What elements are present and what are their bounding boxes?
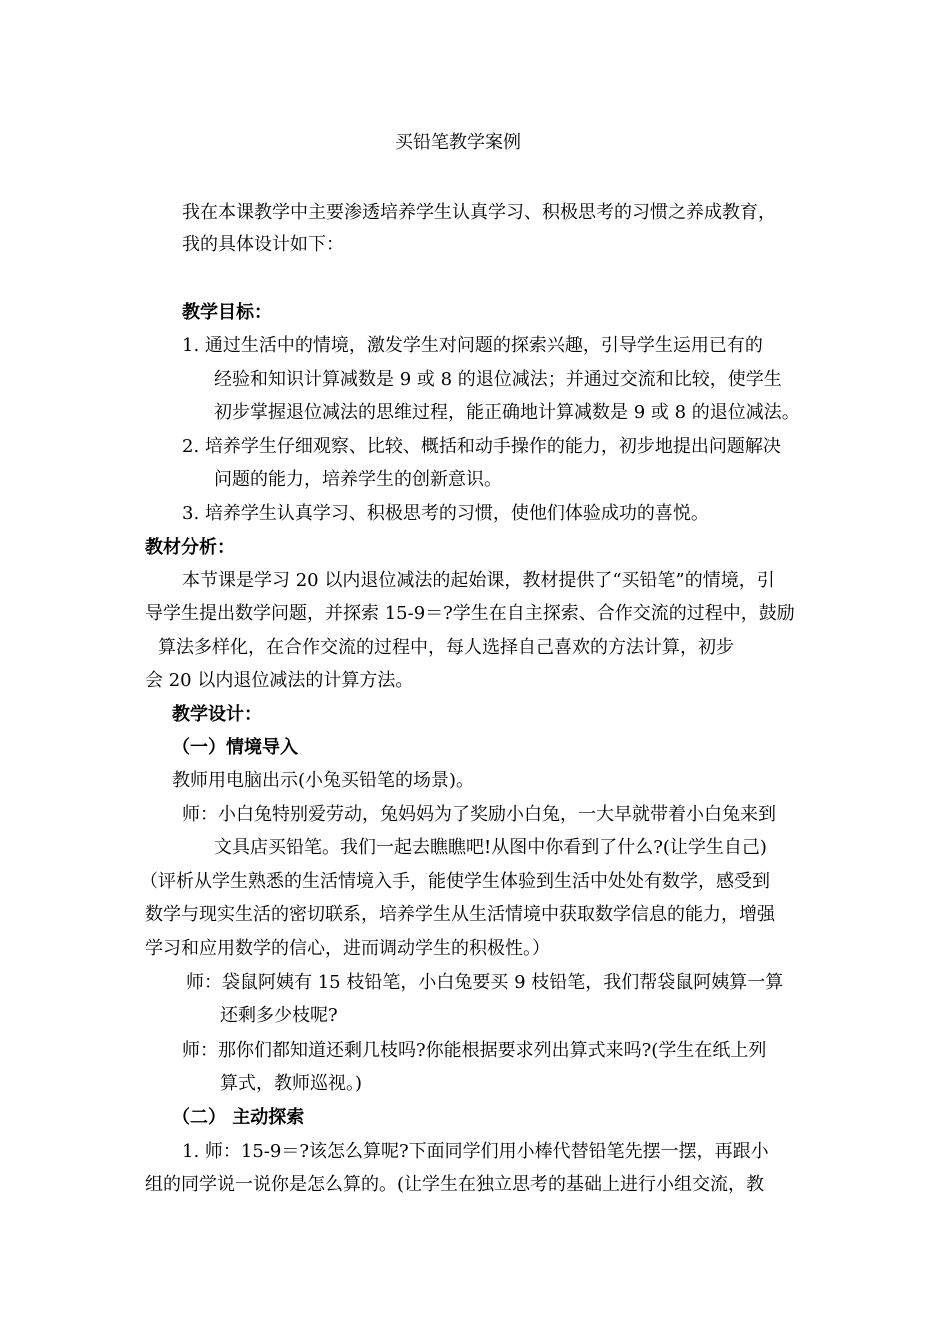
- section-line: 师：那你们都知道还剩几枝吗?你能根据要求列出算式来吗?(学生在纸上列: [182, 1040, 767, 1061]
- section-line: 还剩多少枝呢?: [220, 1005, 338, 1026]
- design-heading: 教学设计：: [172, 704, 262, 725]
- analysis-line: 导学生提出数学问题，并探索 15-9＝?学生在自主探索、合作交流的过程中，鼓励: [145, 603, 795, 624]
- objective-line: 问题的能力，培养学生的创新意识。: [214, 469, 502, 490]
- analysis-heading: 教材分析：: [145, 537, 235, 558]
- objective-line: 1. 通过生活中的情境，激发学生对问题的探索兴趣，引导学生运用已有的: [182, 335, 763, 356]
- objective-line: 初步掌握退位减法的思维过程，能正确地计算减数是 9 或 8 的退位减法。: [214, 402, 800, 423]
- intro-line: 我在本课教学中主要渗透培养学生认真学习、积极思考的习惯之养成教育，: [182, 202, 776, 223]
- section-line: 教师用电脑出示(小兔买铅笔的场景)。: [172, 770, 475, 791]
- analysis-line: 算法多样化，在合作交流的过程中，每人选择自己喜欢的方法计算，初步: [158, 637, 734, 658]
- section-line: 算式，教师巡视。): [220, 1073, 363, 1094]
- section-line: 1. 师：15-9＝?该怎么算呢?下面同学们用小棒代替铅笔先摆一摆，再跟小: [182, 1141, 769, 1162]
- analysis-line: 会 20 以内退位减法的计算方法。: [145, 670, 414, 691]
- section-line: （评析从学生熟悉的生活情境入手，能使学生体验到生活中处处有数学，感受到: [140, 871, 770, 892]
- section-line: 文具店买铅笔。我们一起去瞧瞧吧!从图中你看到了什么?(让学生自己): [214, 837, 767, 858]
- objectives-heading: 教学目标：: [182, 302, 272, 323]
- section-heading: （二） 主动探索: [172, 1107, 305, 1128]
- section-line: 师：小白兔特别爱劳动，兔妈妈为了奖励小白兔，一大早就带着小白兔来到: [182, 804, 776, 825]
- objective-line: 2. 培养学生仔细观察、比较、概括和动手操作的能力，初步地提出问题解决: [182, 436, 781, 457]
- section-line: 数学与现实生活的密切联系，培养学生从生活情境中获取数学信息的能力，增强: [145, 904, 775, 925]
- section-heading: （一）情境导入: [172, 737, 298, 758]
- document-title: 买铅笔教学案例: [395, 132, 521, 153]
- section-line: 学习和应用数学的信心，进而调动学生的积极性。）: [145, 938, 550, 959]
- intro-line: 我的具体设计如下：: [182, 234, 344, 255]
- section-line: 师：袋鼠阿姨有 15 枝铅笔，小白兔要买 9 枝铅笔，我们帮袋鼠阿姨算一算: [186, 972, 784, 993]
- section-line: 组的同学说一说你是怎么算的。(让学生在独立思考的基础上进行小组交流，教: [145, 1174, 765, 1195]
- objective-line: 3. 培养学生认真学习、积极思考的习惯，使他们体验成功的喜悦。: [182, 503, 709, 524]
- analysis-line: 本节课是学习 20 以内退位减法的起始课，教材提供了“买铅笔”的情境，引: [182, 570, 775, 591]
- objective-line: 经验和知识计算减数是 9 或 8 的退位减法；并通过交流和比较，使学生: [214, 369, 782, 390]
